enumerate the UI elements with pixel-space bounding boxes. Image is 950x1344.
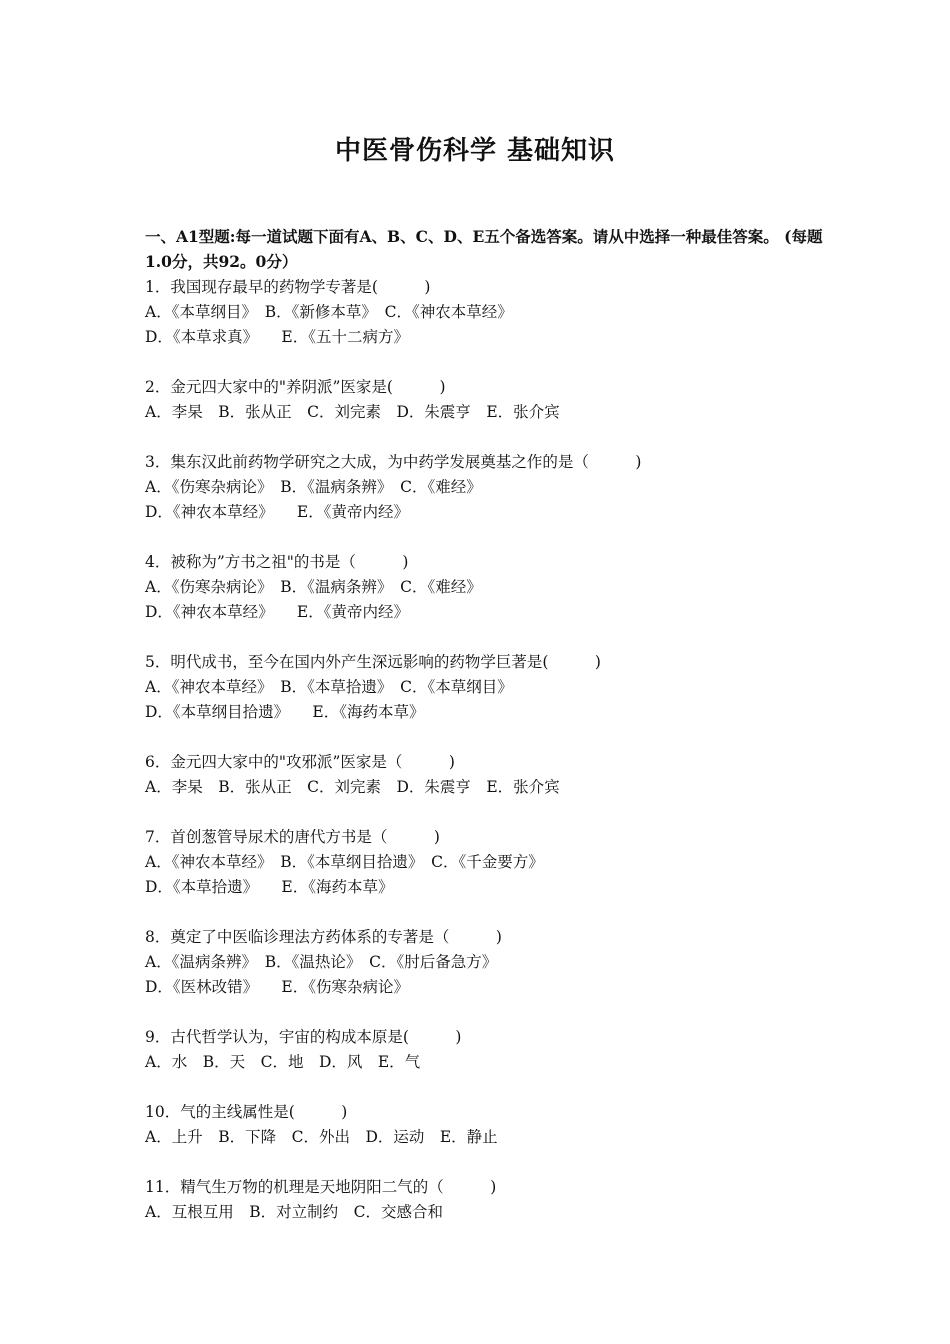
answer-options-row: A．《温病条辨》 B．《温热论》 C．《肘后备急方》: [145, 953, 498, 971]
question-10: [145, 1100, 825, 1150]
answer-options-row: A．《伤寒杂病论》 B．《温病条辨》 C．《难经》: [145, 578, 482, 596]
question-5: [145, 650, 825, 725]
question-3: [145, 450, 825, 525]
answer-options-row: D．《神农本草经》 E．《黄帝内经》: [145, 503, 409, 521]
question-stem: 4．被称为”方书之祖"的书是（ ): [145, 553, 409, 571]
question-stem: 9．古代哲学认为，宇宙的构成本原是( ): [145, 1028, 462, 1046]
question-stem: 3．集东汉此前药物学研究之大成，为中药学发展奠基之作的是（ ): [145, 453, 642, 471]
question-7: [145, 825, 825, 900]
answer-options-row: A．《神农本草经》 B．《本草拾遗》 C．《本草纲目》: [145, 678, 513, 696]
answer-options-row: A．《伤寒杂病论》 B．《温病条辨》 C．《难经》: [145, 478, 482, 496]
question-11: [145, 1175, 825, 1225]
section-header: 一、A1型题:每一道试题下面有A、B、C、D、E五个备选答案。请从中选择一种最佳答案。 (每题1.0分，共92。0分）: [145, 227, 823, 271]
question-2: [145, 375, 825, 425]
question-stem: 8．奠定了中医临诊理法方药体系的专著是（ ): [145, 928, 502, 946]
question-6: [145, 750, 825, 800]
answer-options-row: A．水 B．天 C．地 D．风 E．气: [145, 1053, 421, 1071]
answer-options-row: A．互根互用 B．对立制约 C．交感合和: [145, 1203, 443, 1221]
question-stem: 11．精气生万物的机理是天地阴阳二气的（ ): [145, 1178, 497, 1196]
question-stem: 10．气的主线属性是( ): [145, 1103, 348, 1121]
question-stem: 5．明代成书，至今在国内外产生深远影响的药物学巨著是( ): [145, 653, 601, 671]
answer-options-row: A．《本草纲目》 B．《新修本草》 C．《神农本草经》: [145, 303, 513, 321]
question-8: [145, 925, 825, 1000]
question-stem: 1．我国现存最早的药物学专著是( ): [145, 278, 431, 296]
question-list: [145, 275, 825, 1250]
question-4: [145, 550, 825, 625]
question-9: [145, 1025, 825, 1075]
answer-options-row: D．《本草拾遗》 E．《海药本草》: [145, 878, 394, 896]
answer-options-row: A．上升 B．下降 C．外出 D．运动 E．静止: [145, 1128, 498, 1146]
answer-options-row: D．《医林改错》 E．《伤寒杂病论》: [145, 978, 409, 996]
page-title: 中医骨伤科学 基础知识: [334, 136, 616, 166]
question-stem: 7．首创葱管导尿术的唐代方书是（ ): [145, 828, 440, 846]
answer-options-row: D．《本草纲目拾遗》 E．《海药本草》: [145, 703, 425, 721]
answer-options-row: D．《神农本草经》 E．《黄帝内经》: [145, 603, 409, 621]
answer-options-row: A．李杲 B．张从正 C．刘完素 D．朱震亨 E．张介宾: [145, 778, 560, 796]
question-1: [145, 275, 825, 350]
answer-options-row: A．《神农本草经》 B．《本草纲目拾遗》 C．《千金要方》: [145, 853, 544, 871]
question-stem: 2．金元四大家中的"养阴派”医家是( ): [145, 378, 446, 396]
answer-options-row: A．李杲 B．张从正 C．刘完素 D．朱震亨 E．张介宾: [145, 403, 560, 421]
question-stem: 6．金元四大家中的"攻邪派”医家是（ ): [145, 753, 455, 771]
answer-options-row: D．《本草求真》 E．《五十二病方》: [145, 328, 409, 346]
